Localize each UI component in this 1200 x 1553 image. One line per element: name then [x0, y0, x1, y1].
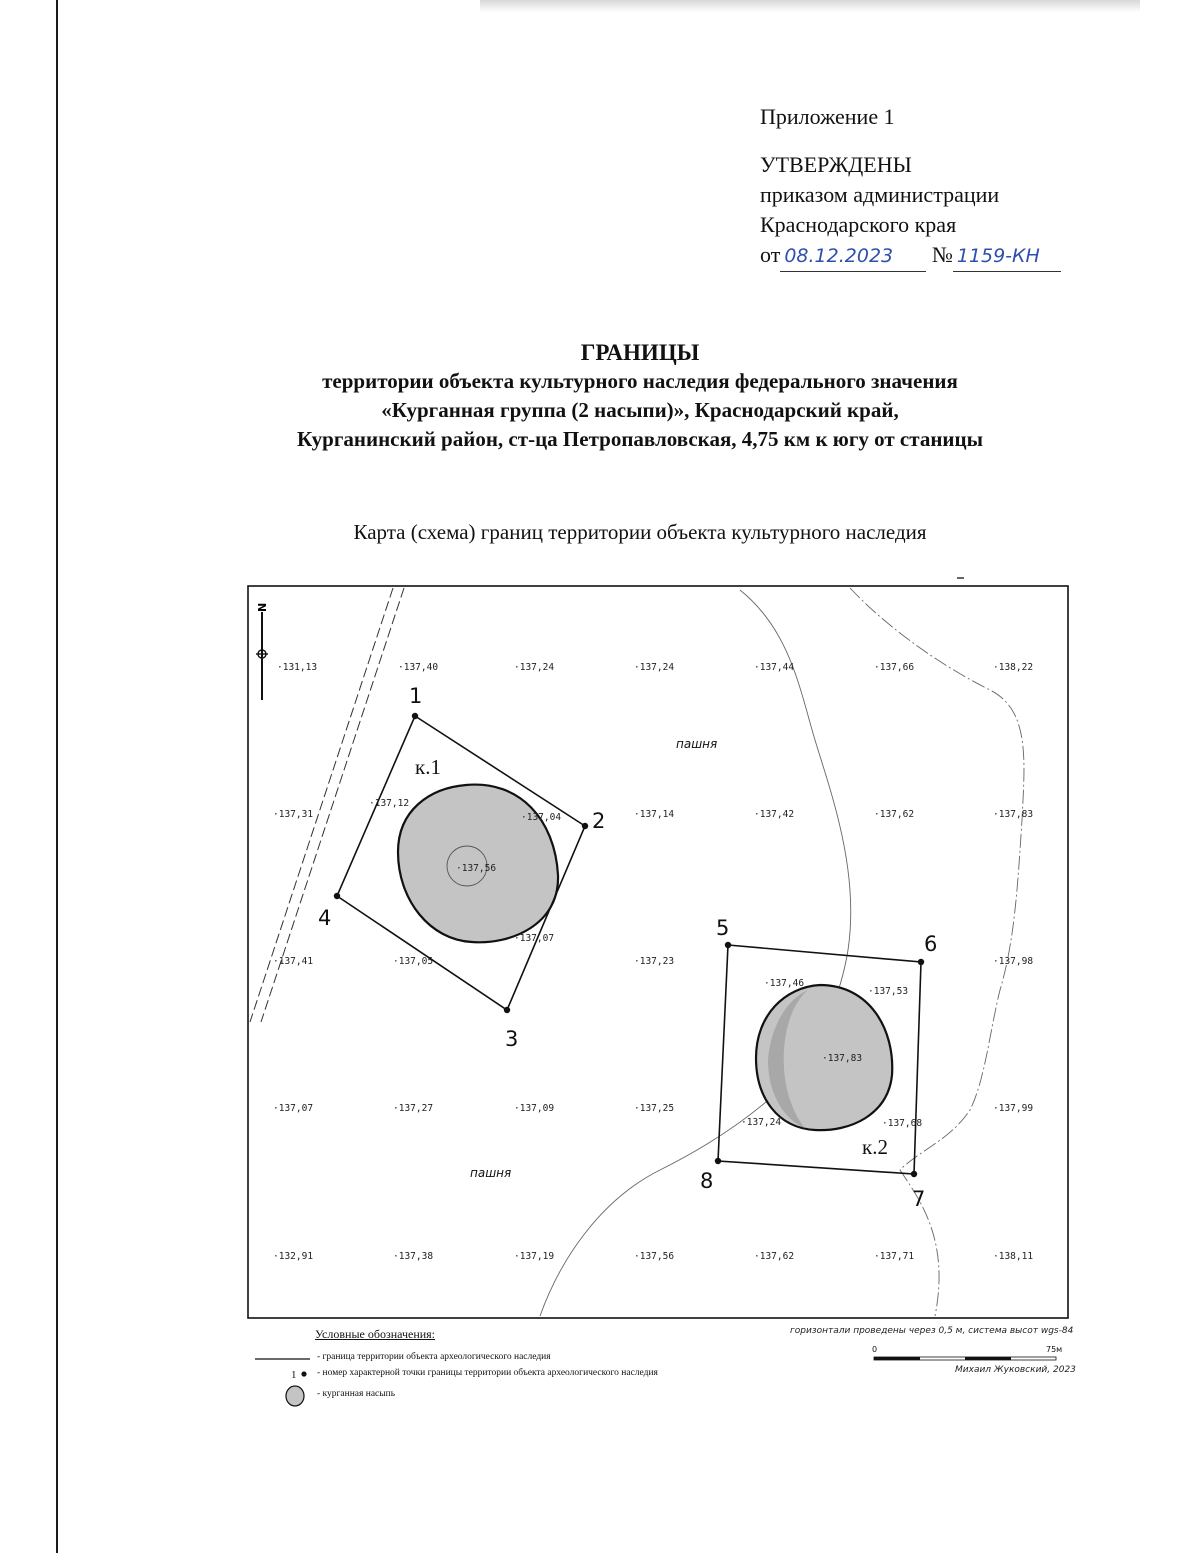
legend-text-point: - номер характерной точки границы территории объекта археологического наследия — [317, 1368, 658, 1378]
elev-r0-c6: ·138,22 — [993, 662, 1034, 673]
legend-row-boundary — [255, 1351, 775, 1367]
contour-note: горизонтали проведены через 0,5 м, система высот wgs-84 — [790, 1326, 1074, 1336]
boundary-point-8 — [715, 1158, 721, 1164]
elev-k2-south-west: ·137,24 — [741, 1117, 782, 1128]
legend-text-mound: - курганная насыпь — [317, 1389, 396, 1399]
boundary-point-3 — [504, 1007, 510, 1013]
point-label-1: 1 — [409, 684, 423, 708]
mound-label-k2: к.2 — [862, 1135, 888, 1159]
land-label-field-1: пашня — [676, 737, 718, 751]
elev-r1-c2: ·137,04 — [521, 812, 562, 823]
elev-r0-c0: ·131,13 — [277, 662, 318, 673]
approved-label: УТВЕРЖДЕНЫ — [760, 152, 912, 177]
boundary-point-7 — [911, 1171, 917, 1177]
point-label-8: 8 — [700, 1169, 714, 1193]
scale-bar — [872, 1345, 1062, 1360]
elev-r4-c2: ·137,19 — [514, 1251, 555, 1262]
point-label-6: 6 — [924, 932, 938, 956]
map-frame — [248, 586, 1068, 1318]
elev-r1-c5: ·137,62 — [874, 809, 915, 820]
contour-line-a — [540, 590, 851, 1316]
title-line-3: Курганинский район, ст-ца Петропавловская, 4,75 км к югу от станицы — [296, 427, 984, 451]
order-line-1: приказом администрации — [760, 182, 1000, 207]
point-label-5: 5 — [716, 916, 730, 940]
elev-r4-c1: ·137,38 — [393, 1251, 434, 1262]
date-prefix: от — [760, 242, 781, 267]
elev-r2-c2: ·137,07 — [514, 933, 555, 944]
elev-r4-c4: ·137,62 — [754, 1251, 795, 1262]
elev-k2-south-east: ·137,68 — [882, 1118, 923, 1129]
elev-r3-c0: ·137,07 — [273, 1103, 314, 1114]
boundary-point-6 — [918, 959, 924, 965]
elev-r2-c0: ·137,41 — [273, 956, 314, 967]
scale-start: 0 — [872, 1345, 878, 1354]
elev-r0-c2: ·137,24 — [514, 662, 555, 673]
elev-r3-c1: ·137,27 — [393, 1103, 434, 1114]
elev-r3-c2: ·137,09 — [514, 1103, 555, 1114]
elev-r4-c5: ·137,71 — [874, 1251, 915, 1262]
elev-r1-c6: ·137,83 — [993, 809, 1034, 820]
elev-k2-north-west: ·137,46 — [764, 978, 805, 989]
elev-r0-c3: ·137,24 — [634, 662, 675, 673]
scale-end: 75м — [1046, 1345, 1063, 1354]
legend-text-boundary: - граница территории объекта археологического наследия — [317, 1352, 551, 1362]
elev-r1-c4: ·137,42 — [754, 809, 795, 820]
boundary-point-2 — [582, 823, 588, 829]
boundary-point-1 — [412, 713, 418, 719]
mound-label-k1: к.1 — [415, 755, 441, 779]
point-label-7: 7 — [912, 1187, 926, 1211]
elev-r2-c4: ·137,98 — [993, 956, 1034, 967]
north-arrow-icon — [256, 603, 269, 700]
boundary-point-5 — [725, 942, 731, 948]
author-credit: Михаил Жуковский, 2023 — [955, 1365, 1076, 1375]
elev-k2-center: ·137,83 — [822, 1053, 863, 1064]
elev-r0-c1: ·137,40 — [398, 662, 439, 673]
legend-title: Условные обозначения: — [315, 1327, 436, 1341]
elev-r4-c0: ·132,91 — [273, 1251, 314, 1262]
point-label-3: 3 — [505, 1027, 519, 1051]
title-main: ГРАНИЦЫ — [580, 340, 700, 365]
order-line-2: Краснодарского края — [760, 212, 957, 237]
elev-r4-c3: ·137,56 — [634, 1251, 675, 1262]
elev-r1-c1: ·137,12 — [369, 798, 410, 809]
legend-point-number: 1 — [291, 1369, 297, 1381]
north-label: N — [256, 602, 269, 612]
land-label-field-2: пашня — [470, 1166, 512, 1180]
elev-r3-c4: ·137,99 — [993, 1103, 1034, 1114]
handwritten-number: 1159-КН — [953, 241, 1061, 272]
elev-r1-c3: ·137,14 — [634, 809, 675, 820]
elev-r1-c0: ·137,31 — [273, 809, 314, 820]
elev-k2-north-east: ·137,53 — [868, 986, 909, 997]
number-prefix: № — [931, 242, 953, 267]
elev-r3-c3: ·137,25 — [634, 1103, 675, 1114]
title-line-2: «Курганная группа (2 насыпи)», Краснодарский край, — [381, 398, 899, 422]
title-line-1: территории объекта культурного наследия федерального значения — [322, 369, 958, 393]
elev-r4-c6: ·138,11 — [993, 1251, 1034, 1262]
elev-r0-c4: ·137,44 — [754, 662, 795, 673]
appendix-label: Приложение 1 — [760, 104, 895, 129]
elev-r0-c5: ·137,66 — [874, 662, 915, 673]
point-label-2: 2 — [592, 809, 606, 833]
handwritten-date: 08.12.2023 — [780, 241, 926, 272]
boundary-point-4 — [334, 893, 340, 899]
elev-r2-c3: ·137,23 — [634, 956, 675, 967]
elev-r2-c1: ·137,05 — [393, 956, 434, 967]
point-label-4: 4 — [318, 906, 332, 930]
map-subtitle: Карта (схема) границ территории объекта культурного наследия — [353, 520, 927, 544]
legend-row-mound — [255, 1388, 775, 1404]
elev-k1-center: ·137,56 — [456, 863, 497, 874]
legend-row-point — [255, 1367, 775, 1383]
